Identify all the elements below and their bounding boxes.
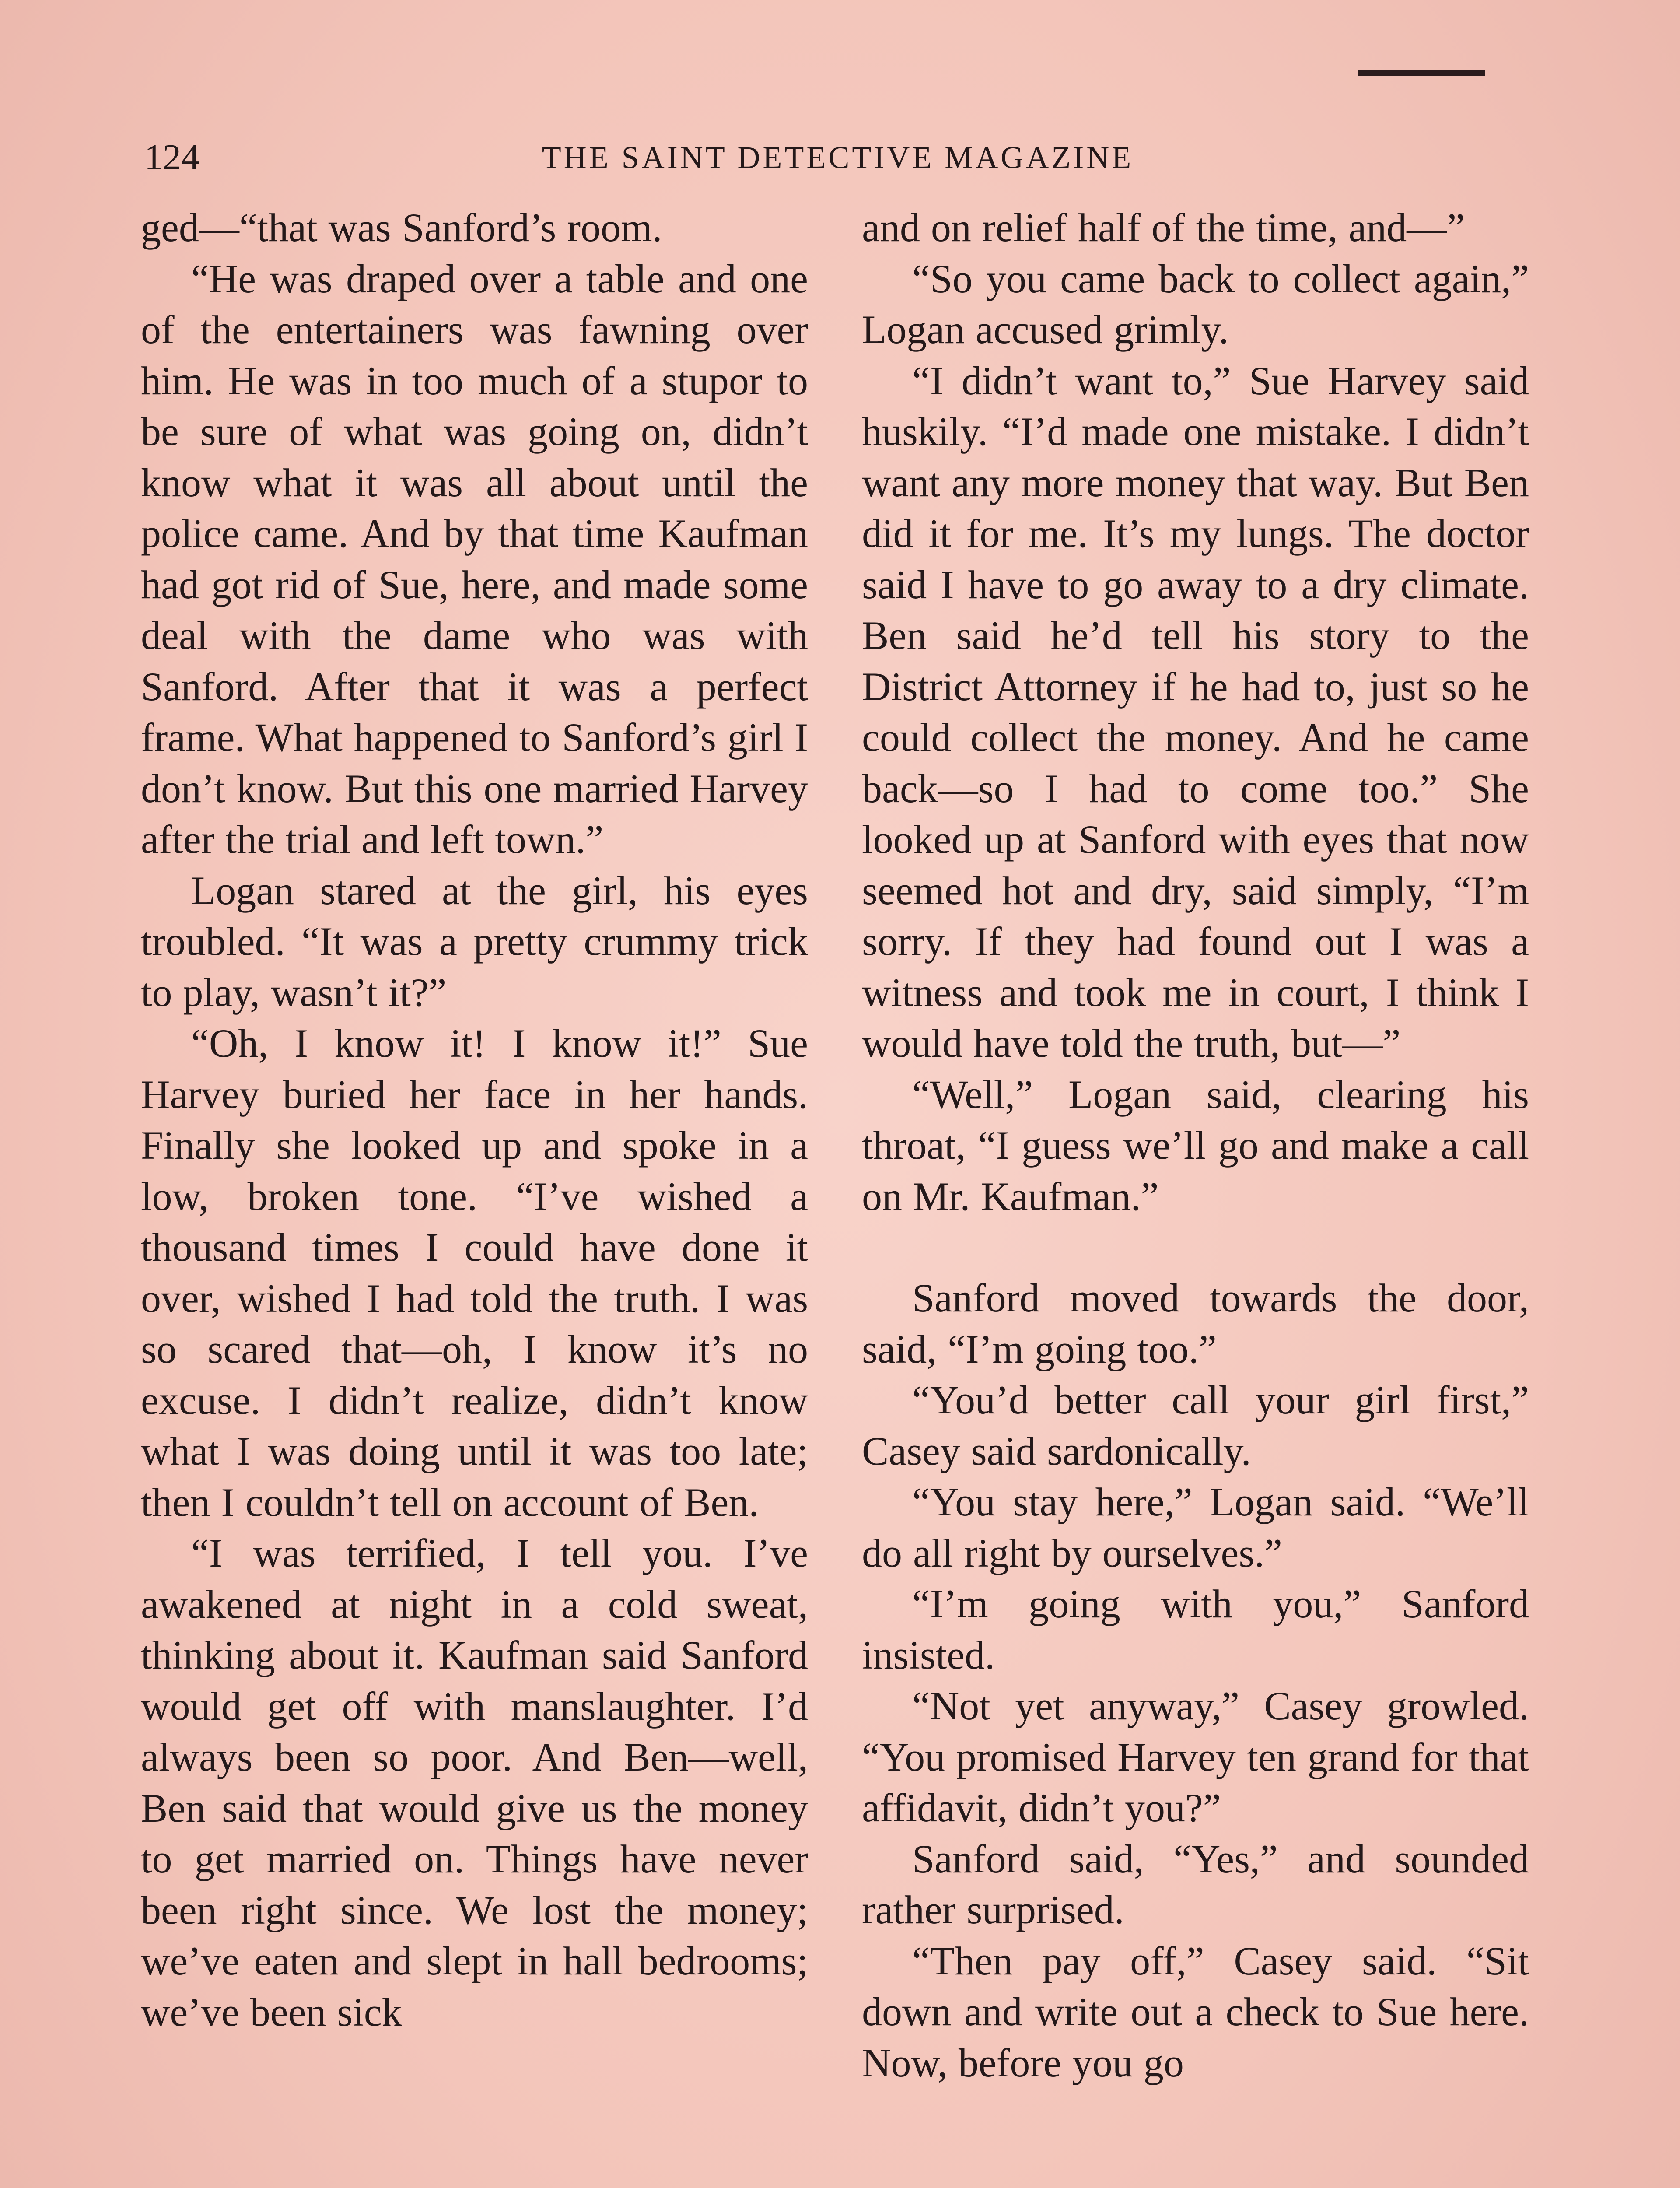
paragraph: “I didn’t want to,” Sue Harvey said huskily. “I’d made one mistake. I didn’t want any more money that way. But Ben did it for me. It’s my lungs. The doctor said I have to go away to a dry climate. Ben said he’d tell his story to the District Attorney if he had to, just so he could collect the money. And he came back—so I had to come too.” She looked up at Sanford with eyes that now seemed hot and dry, said simply, “I’m sorry. If they had found out I was a witness and took me in court, I think I would have told the truth, but—” (862, 358, 1529, 1066)
paragraph: “Well,” Logan said, clearing his throat, “I guess we’ll go and make a call on Mr. Kaufman.” (862, 1072, 1529, 1219)
paragraph: Sanford moved towards the door, said, “I’m going too.” (862, 1276, 1529, 1371)
paragraph: Sanford said, “Yes,” and sounded rather surprised. (862, 1836, 1529, 1932)
paragraph: Logan stared at the girl, his eyes troubled. “It was a pretty crummy trick to play, wasn’t it?” (141, 868, 808, 1015)
paragraph: ged—“that was Sanford’s room. (141, 205, 662, 250)
right-column (862, 202, 1529, 2088)
paragraph: “So you came back to collect again,” Logan accused grimly. (862, 256, 1529, 352)
paragraph: “He was draped over a table and one of the entertainers was fawning over him. He was in too much of a stupor to be sure of what was going on, didn’t know what it was all about until the police came. And by that time Kaufman had got rid of Sue, here, and made some deal with the dame who was with Sanford. After that it was a perfect frame. What happened to Sanford’s girl I don’t know. But this one married Harvey after the trial and left town.” (141, 256, 808, 862)
paragraph: “Then pay off,” Casey said. “Sit down and write out a check to Sue here. Now, before you go (862, 1938, 1529, 2085)
paragraph: “I’m going with you,” Sanford insisted. (862, 1581, 1529, 1677)
paragraph: “Not yet anyway,” Casey growled. “You promised Harvey ten grand for that affidavit, didn’t you?” (862, 1683, 1529, 1830)
top-rule (1358, 70, 1485, 76)
page-header (144, 131, 1531, 184)
paragraph: “You’d better call your girl first,” Casey said sardonically. (862, 1378, 1529, 1473)
page-number: 124 (144, 137, 200, 178)
paragraph: “I was terrified, I tell you. I’ve awakened at night in a cold sweat, thinking about it. Kaufman said Sanford would get off with manslaughter. I’d always been so poor. And Ben—well, Ben said that would give us the money to get married on. Things have never been right since. We lost the money; we’ve eaten and slept in hall bedrooms; we’ve been sick (141, 1531, 808, 2034)
paragraph: and on relief half of the time, and—” (862, 205, 1465, 250)
running-title: THE SAINT DETECTIVE MAGAZINE (542, 140, 1134, 175)
paragraph: “You stay here,” Logan said. “We’ll do all right by ourselves.” (862, 1480, 1529, 1575)
paragraph: “Oh, I know it! I know it!” Sue Harvey buried her face in her hands. Finally she looked up and spoke in a low, broken tone. “I’ve wished a thousand times I could have done it over, wished I had told the truth. I was so scared that—oh, I know it’s no excuse. I didn’t realize, didn’t know what I was doing until it was too late; then I couldn’t tell on account of Ben. (141, 1021, 808, 1525)
left-column (141, 202, 808, 2037)
